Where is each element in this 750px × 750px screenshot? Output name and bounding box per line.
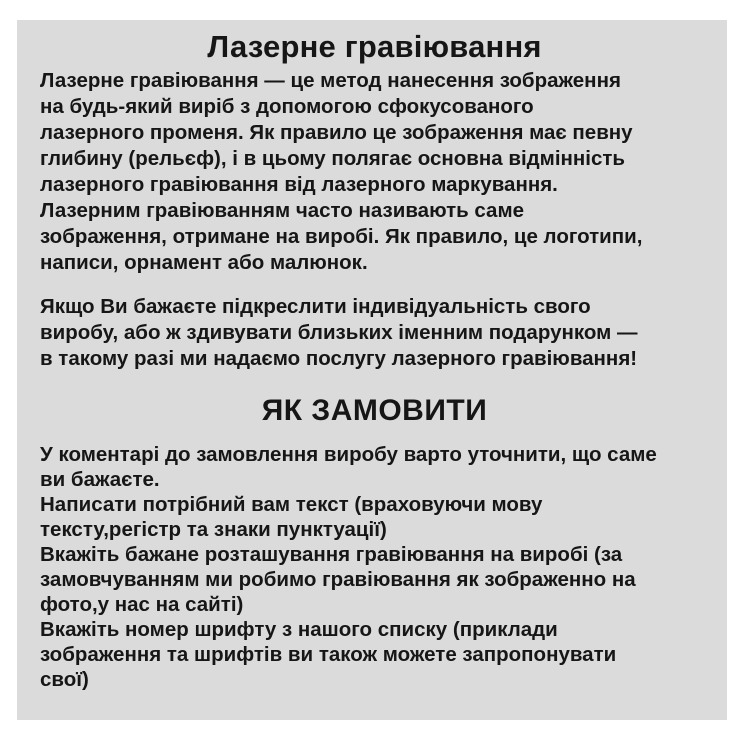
text-line: в такому разі ми надаємо послугу лазерного гравіювання! <box>40 347 638 370</box>
text-line: У коментарі до замовлення виробу варто уточнити, що саме <box>40 443 657 466</box>
instructions-paragraph <box>40 442 709 692</box>
text-line: тексту,регістр та знаки пунктуації) <box>40 518 387 541</box>
text-line: фото,у нас на сайті) <box>40 593 244 616</box>
text-line: Вкажіть номер шрифту з нашого списку (приклади <box>40 618 558 641</box>
text-line: зображення та шрифтів ви також можете запропонувати <box>40 643 617 666</box>
text-line: Лазерним гравіюванням часто називають саме <box>40 199 525 222</box>
text-line: свої) <box>40 668 89 691</box>
how-to-order-heading: ЯК ЗАМОВИТИ <box>261 394 488 427</box>
text-line: зображення, отримане на виробі. Як правило, це логотипи, <box>40 225 643 248</box>
text-line: Лазерне гравіювання — це метод нанесення зображення <box>40 69 621 92</box>
description-panel <box>17 20 727 720</box>
offer-paragraph <box>40 294 709 372</box>
page-title: Лазерне гравіювання <box>207 29 542 64</box>
text-line: глибину (рельєф), і в цьому полягає основна відмінність <box>40 147 626 170</box>
text-line: лазерного променя. Як правило це зображення має певну <box>40 121 633 144</box>
text-line: лазерного гравіювання від лазерного маркування. <box>40 173 558 196</box>
text-line: виробу, або ж здивувати близьких іменним подарунком — <box>40 321 638 344</box>
text-line: замовчуванням ми робимо гравіювання як зображенно на <box>40 568 636 591</box>
text-line: написи, орнамент або малюнок. <box>40 251 368 274</box>
intro-paragraph <box>40 68 709 276</box>
description-content <box>17 20 727 692</box>
text-line: Вкажіть бажане розташування гравіювання на виробі (за <box>40 543 623 566</box>
text-line: на будь-який виріб з допомогою сфокусованого <box>40 95 534 118</box>
text-line: ви бажаєте. <box>40 468 160 491</box>
text-line: Якщо Ви бажаєте підкреслити індивідуальність свого <box>40 295 591 318</box>
text-line: Написати потрібний вам текст (враховуючи мову <box>40 493 543 516</box>
